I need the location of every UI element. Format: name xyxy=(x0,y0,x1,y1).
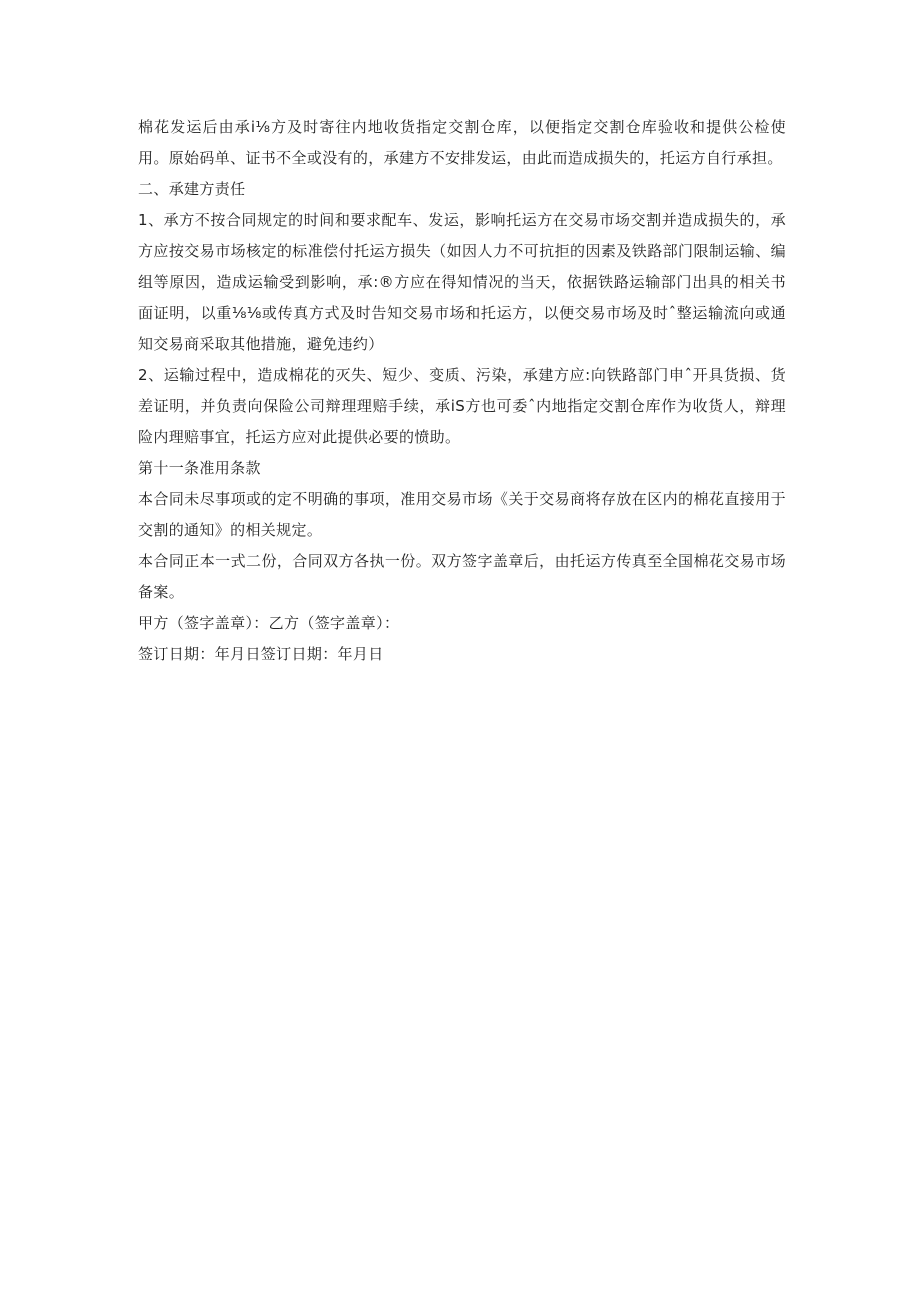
document-body xyxy=(138,112,786,670)
paragraph-shipping-documents: 棉花发运后由承i⅛方及时寄往内地收货指定交割仓库，以便指定交割仓库验收和提供公检使用。原始码单、证书不全或没有的，承建方不安排发运，由此而造成损失的，托运方自行承担。 xyxy=(138,118,786,167)
paragraph-applicable-rules: 本合同未尽事项或的定不明确的事项，准用交易市场《关于交易商将存放在区内的棉花直接用于交割的通知》的相关规定。 xyxy=(138,490,786,539)
heading-contractor-responsibility: 二、承建方责任 xyxy=(138,180,246,198)
clause-2-transport-loss: 2、运输过程中，造成棉花的灭失、短少、变质、污染，承建方应:向铁路部门申ˆ开具货损、货差证明，并负责向保险公司辩理理赔手续，承iS方也可委ˆ内地指定交割仓库作为收货人，辩理险内理赔事宜，托运方应对此提供必要的愤助。 xyxy=(138,366,786,446)
clause-1-delay-liability: 1、承方不按合同规定的时间和要求配车、发运，影响托运方在交易市场交割并造成损失的，承方应按交易市场核定的标准偿付托运方损失（如因人力不可抗拒的因素及铁路部门限制运输、编组等原因，造成运输受到影响，承:®方应在得知情况的当天，依据铁路运输部门出具的相关书面证明，以重⅛⅛或传真方式及时告知交易市场和托运方，以便交易市场及时ˆ整运输流向或通知交易商采取其他措施，避免违约） xyxy=(138,211,786,353)
signing-date-line: 签订日期：年月日签订日期：年月日 xyxy=(138,645,384,663)
signature-line: 甲方（签字盖章）：乙方（签字盖章）： xyxy=(138,614,400,632)
heading-article-11: 第十一条准用条款 xyxy=(138,459,261,477)
paragraph-copies-filing: 本合同正本一式二份，合同双方各执一份。双方签字盖章后，由托运方传真至全国棉花交易市场备案。 xyxy=(138,552,786,601)
